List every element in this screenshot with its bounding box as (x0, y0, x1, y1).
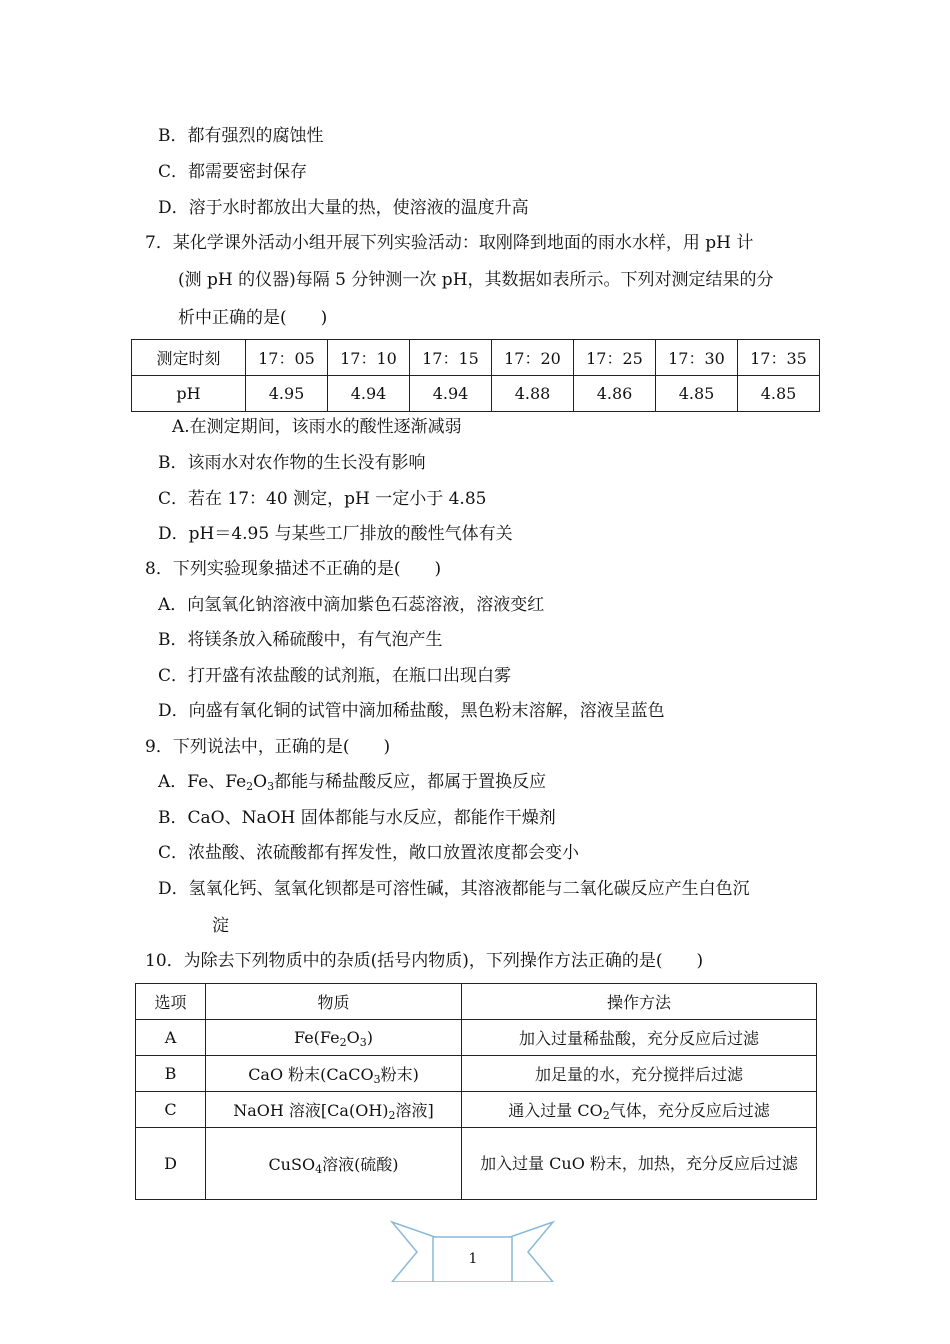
q9-option-d-line2: 淀 (212, 916, 229, 936)
ribbon-left-tail (392, 1222, 435, 1282)
table-row (136, 1020, 817, 1056)
table-row (132, 340, 820, 376)
q7-stem-line3: 析中正确的是( ) (178, 308, 328, 328)
table-cell: 4.95 (246, 376, 328, 412)
q10-stem: 10．为除去下列物质中的杂质(括号内物质)，下列操作方法正确的是( ) (145, 951, 704, 971)
table-header-cell: 17：30 (656, 340, 738, 376)
table-cell: 加入过量 CuO 粉末，加热，充分反应后过滤 (462, 1128, 817, 1200)
table-cell: 4.85 (738, 376, 820, 412)
q8-option-b: B．将镁条放入稀硫酸中，有气泡产生 (158, 630, 443, 650)
table-cell: 4.86 (574, 376, 656, 412)
table-cell: 加足量的水，充分搅拌后过滤 (462, 1056, 817, 1092)
ribbon-right-tail (510, 1222, 553, 1282)
q6-option-c: C．都需要密封保存 (158, 162, 308, 182)
q9-option-c: C．浓盐酸、浓硫酸都有挥发性，敞口放置浓度都会变小 (158, 843, 580, 863)
table-row (136, 1092, 817, 1128)
table-header-cell: 17：10 (328, 340, 410, 376)
q9-stem: 9．下列说法中，正确的是( ) (145, 737, 391, 757)
q9-option-a: A．Fe、$Fe_2O_3$都能与稀盐酸反应，都属于置换反应 (158, 772, 547, 793)
table-cell: 4.94 (328, 376, 410, 412)
table-cell: 4.94 (410, 376, 492, 412)
table-cell: D (136, 1128, 206, 1200)
table-cell: 加入过量稀盐酸，充分反应后过滤 (462, 1020, 817, 1056)
table-cell: 4.85 (656, 376, 738, 412)
q6-option-d: D．溶于水时都放出大量的热，使溶液的温度升高 (158, 198, 529, 218)
q7-stem-line1: 7．某化学课外活动小组开展下列实验活动：取刚降到地面的雨水水样，用 pH 计 (145, 233, 754, 253)
q9-option-d-line1: D．氢氧化钙、氢氧化钡都是可溶性碱，其溶液都能与二氧化碳反应产生白色沉 (158, 879, 750, 899)
table-cell: NaOH 溶液[$Ca(OH)_2$溶液] (206, 1092, 462, 1128)
table-header-cell: 操作方法 (462, 984, 817, 1020)
table-header-cell: 测定时刻 (132, 340, 246, 376)
table-cell: $Fe(Fe_2O_3)$ (206, 1020, 462, 1056)
table-cell: B (136, 1056, 206, 1092)
table-row (136, 1128, 817, 1200)
table-cell: 4.88 (492, 376, 574, 412)
q7-option-a: A.在测定期间，该雨水的酸性逐渐减弱 (172, 417, 462, 437)
table-cell: 通入过量 $CO_2$气体，充分反应后过滤 (462, 1092, 817, 1128)
q8-stem: 8．下列实验现象描述不正确的是( ) (145, 559, 442, 579)
q7-option-c: C．若在 17：40 测定，pH 一定小于 4.85 (158, 489, 487, 509)
table-cell: CuSO$_4$溶液(硫酸) (206, 1128, 462, 1200)
q8-option-d: D．向盛有氧化铜的试管中滴加稀盐酸，黑色粉末溶解，溶液呈蓝色 (158, 701, 665, 721)
q6-option-b: B．都有强烈的腐蚀性 (158, 126, 324, 146)
table-row (136, 1056, 817, 1092)
q7-option-d: D．pH＝4.95 与某些工厂排放的酸性气体有关 (158, 524, 513, 544)
table-header-cell: 17：05 (246, 340, 328, 376)
table-cell: A (136, 1020, 206, 1056)
table-header-cell: 17：20 (492, 340, 574, 376)
q7-option-b: B．该雨水对农作物的生长没有影响 (158, 453, 426, 473)
table-header-cell: 17：15 (410, 340, 492, 376)
q7-stem-line2: (测 pH 的仪器)每隔 5 分钟测一次 pH，其数据如表所示。下列对测定结果的分 (178, 270, 774, 290)
q9-option-b: B．CaO、NaOH 固体都能与水反应，都能作干燥剂 (158, 808, 556, 828)
table-cell: pH (132, 376, 246, 412)
q8-option-a: A．向氢氧化钠溶液中滴加紫色石蕊溶液，溶液变红 (158, 595, 545, 615)
table-header-cell: 17：35 (738, 340, 820, 376)
page-number: 1 (468, 1251, 478, 1267)
ph-measurement-table (131, 339, 820, 412)
table-header-cell: 17：25 (574, 340, 656, 376)
impurity-removal-table (135, 983, 817, 1200)
table-row (132, 376, 820, 412)
table-cell: CaO 粉末(CaCO$_3$粉末) (206, 1056, 462, 1092)
table-row (136, 984, 817, 1020)
q8-option-c: C．打开盛有浓盐酸的试剂瓶，在瓶口出现白雾 (158, 666, 512, 686)
table-header-cell: 物质 (206, 984, 462, 1020)
table-cell: C (136, 1092, 206, 1128)
table-header-cell: 选项 (136, 984, 206, 1020)
